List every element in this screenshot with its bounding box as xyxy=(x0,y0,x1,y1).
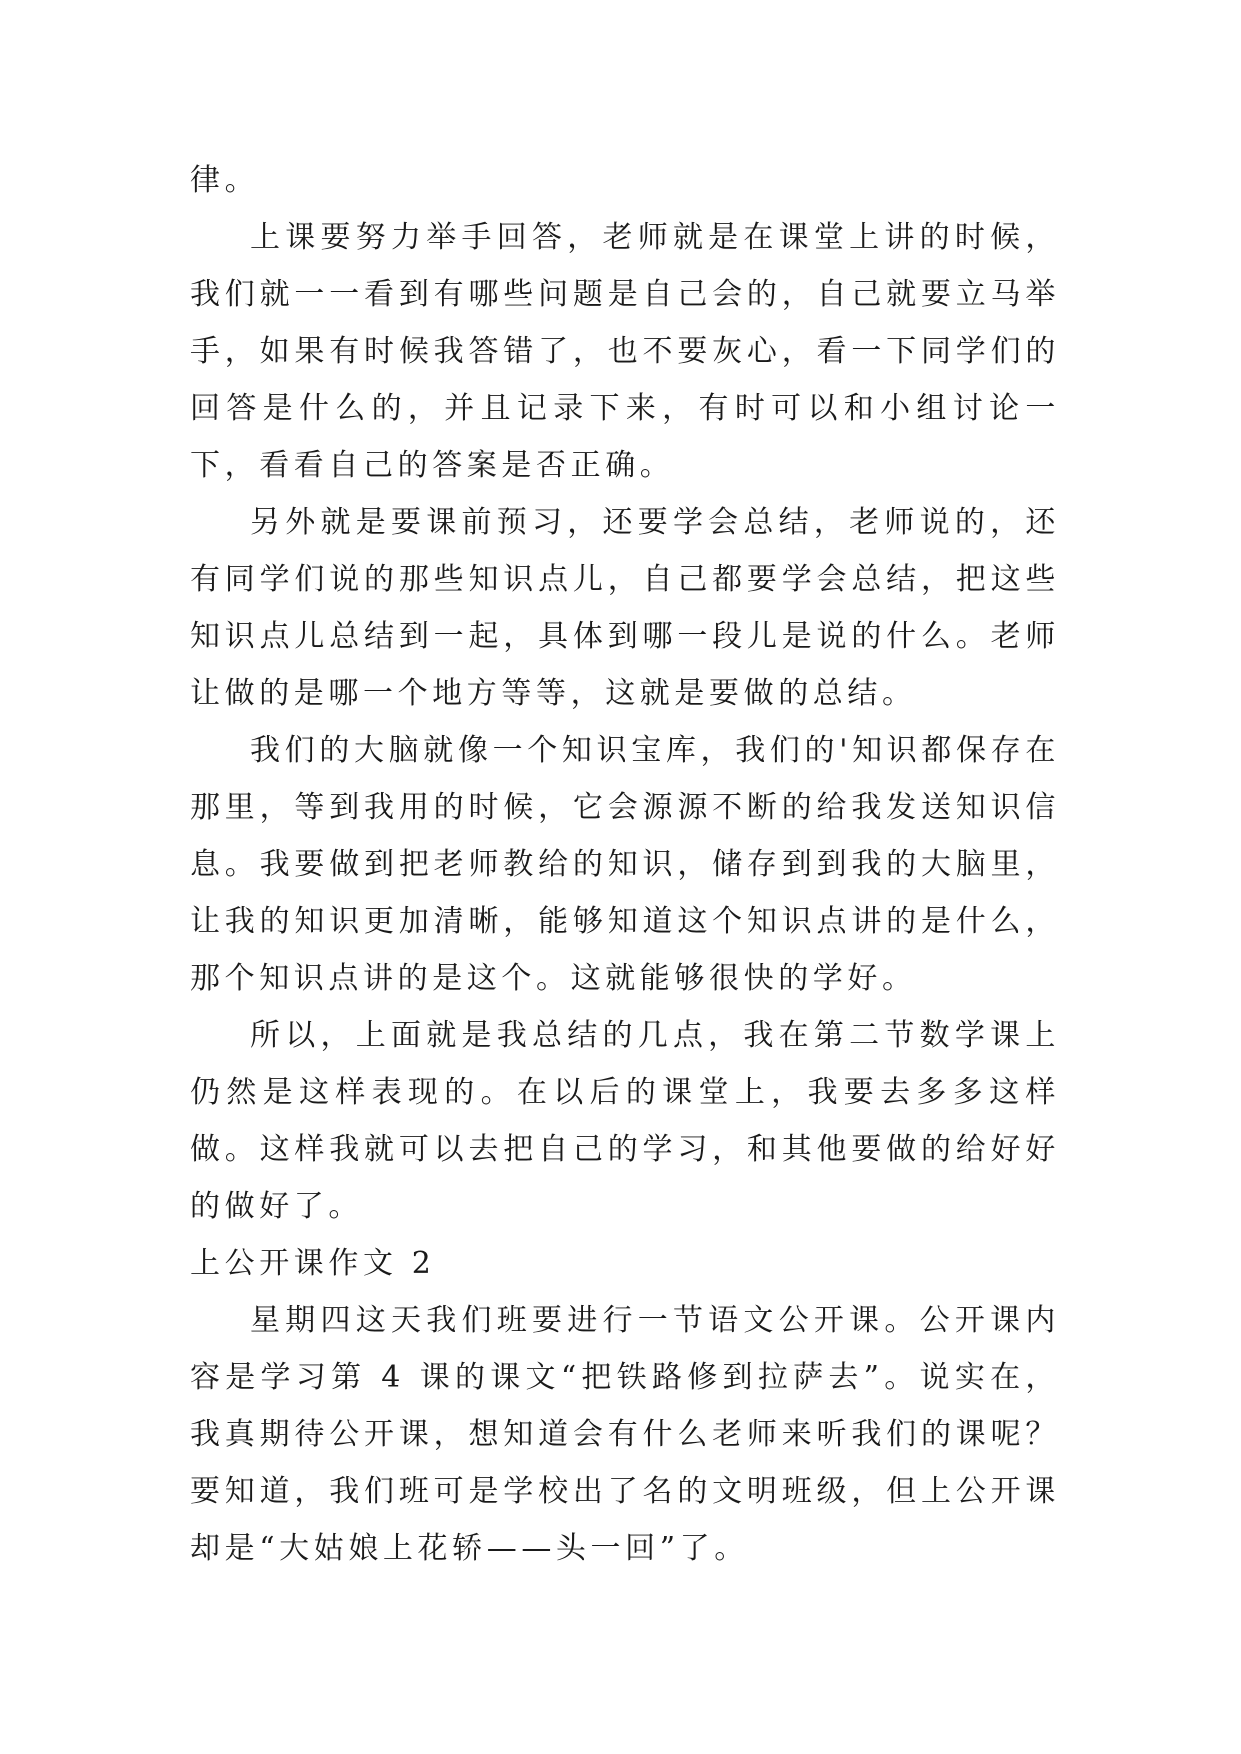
paragraph-open-class: 星期四这天我们班要进行一节语文公开课。公开课内容是学习第 4 课的课文“把铁路修到拉萨去”。说实在，我真期待公开课，想知道会有什么老师来听我们的课呢？要知道，我们班可是学校出了名的文明班级，但上公开课却是“大姑娘上花轿——头一回”了。 xyxy=(190,1303,1060,1566)
paragraph-preview-summary: 另外就是要课前预习，还要学会总结，老师说的，还有同学们说的那些知识点儿，自己都要学会总结，把这些知识点儿总结到一起，具体到哪一段儿是说的什么。老师让做的是哪一个地方等等，这就是要做的总结。 xyxy=(190,505,1060,711)
paragraph-brain-knowledge: 我们的大脑就像一个知识宝库，我们的'知识都保存在那里，等到我用的时候，它会源源不断的给我发送知识信息。我要做到把老师教给的知识，储存到到我的大脑里，让我的知识更加清晰，能够知道这个知识点讲的是什么，那个知识点讲的是这个。这就能够很快的学好。 xyxy=(190,733,1060,996)
document-body xyxy=(190,152,1060,1577)
section-heading: 上公开课作文 2 xyxy=(190,1246,436,1281)
paragraph-conclusion: 所以，上面就是我总结的几点，我在第二节数学课上仍然是这样表现的。在以后的课堂上，我要去多多这样做。这样我就可以去把自己的学习，和其他要做的给好好的做好了。 xyxy=(190,1018,1060,1224)
paragraph-continuation: 律。 xyxy=(190,163,260,198)
paragraph-raise-hand: 上课要努力举手回答，老师就是在课堂上讲的时候，我们就一一看到有哪些问题是自己会的，自己就要立马举手，如果有时候我答错了，也不要灰心，看一下同学们的回答是什么的，并且记录下来，有时可以和小组讨论一下，看看自己的答案是否正确。 xyxy=(190,220,1060,483)
